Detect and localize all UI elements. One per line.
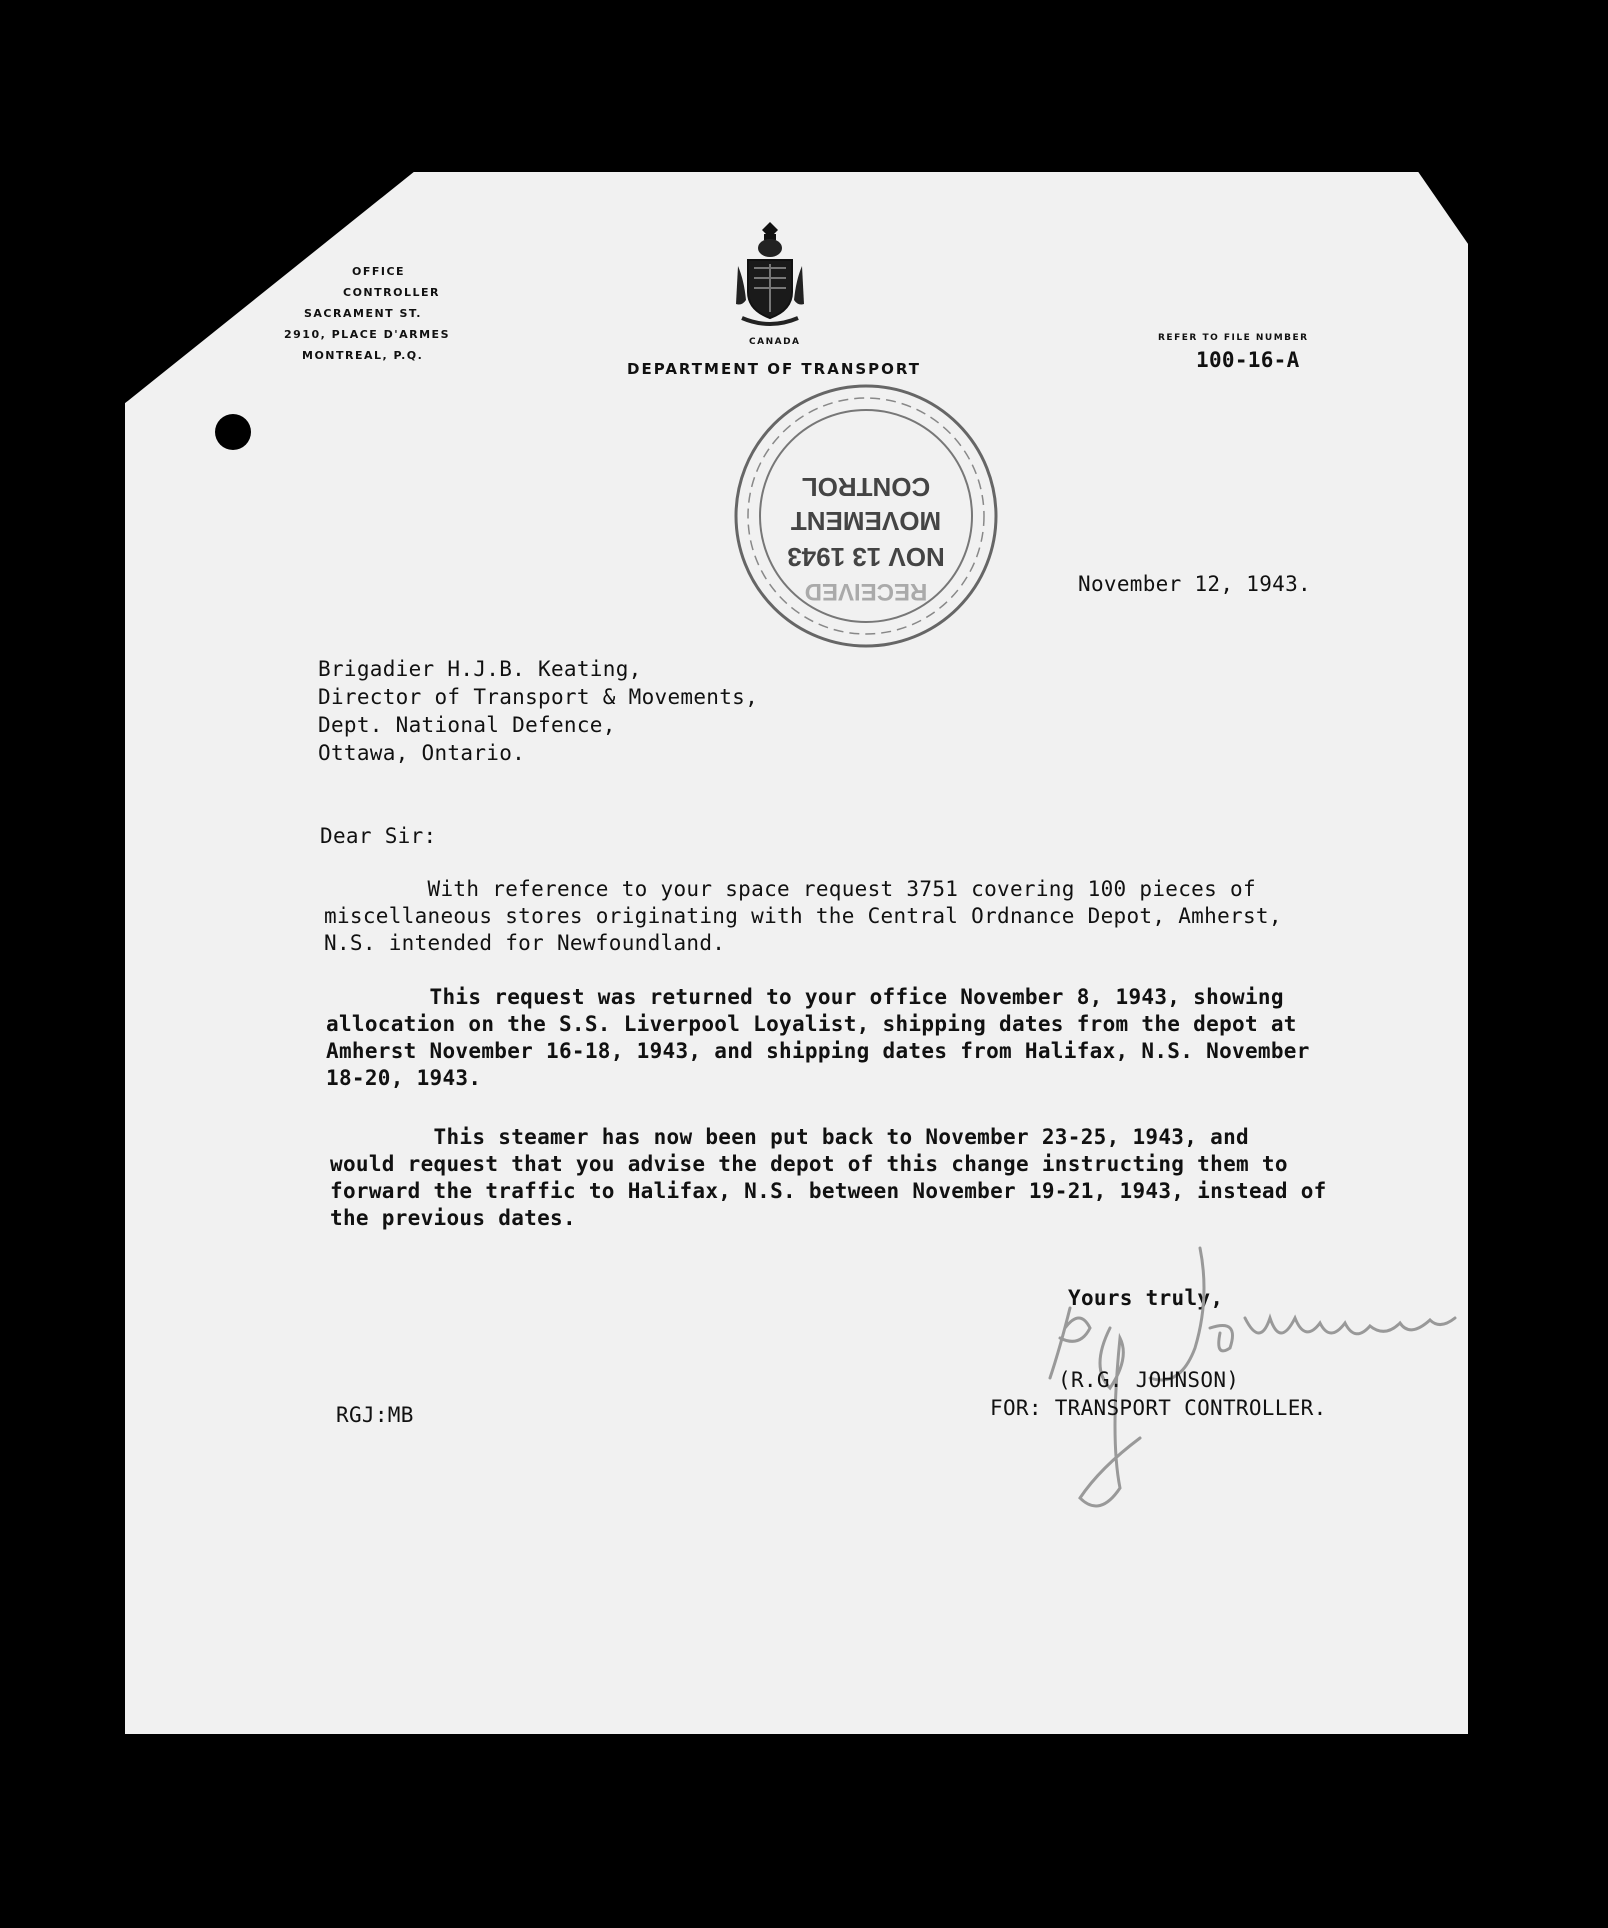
- paragraph-line: 18-20, 1943.: [326, 1066, 482, 1090]
- country-label: CANADA: [749, 337, 801, 347]
- recipient-line: Director of Transport & Movements,: [318, 685, 759, 709]
- stamp-movement-text: MOVEMENT: [790, 506, 942, 536]
- signatory-title: FOR: TRANSPORT CONTROLLER.: [990, 1396, 1327, 1420]
- paragraph-line: N.S. intended for Newfoundland.: [324, 931, 726, 955]
- recipient-line: Ottawa, Ontario.: [318, 741, 526, 765]
- paragraph-line: allocation on the S.S. Liverpool Loyalist, shipping dates from the depot at: [326, 1012, 1297, 1036]
- paragraph-line: This steamer has now been put back to November 23-25, 1943, and: [330, 1125, 1249, 1149]
- office-address-line: OFFICE: [352, 265, 406, 278]
- office-address-line: SACRAMENT ST.: [304, 307, 422, 320]
- received-stamp: [730, 380, 1002, 652]
- office-address-line: 2910, PLACE D'ARMES: [284, 328, 450, 341]
- paragraph-line: would request that you advise the depot of this change instructing them to: [330, 1152, 1288, 1176]
- stamp-received-text: RECEIVED: [804, 578, 928, 605]
- recipient-line: Brigadier H.J.B. Keating,: [318, 657, 642, 681]
- recipient-line: Dept. National Defence,: [318, 713, 616, 737]
- office-address-line: MONTREAL, P.Q.: [302, 349, 424, 362]
- paragraph-line: With reference to your space request 3751 covering 100 pieces of: [324, 877, 1256, 901]
- closing: Yours truly,: [1068, 1286, 1224, 1310]
- file-number: 100-16-A: [1196, 348, 1300, 372]
- file-number-label: REFER TO FILE NUMBER: [1158, 333, 1309, 343]
- office-address-line: CONTROLLER: [343, 286, 440, 299]
- coat-of-arms-icon: [734, 220, 806, 332]
- letter-date: November 12, 1943.: [1078, 572, 1311, 596]
- paragraph-line: the previous dates.: [330, 1206, 576, 1230]
- stamp-date-text: NOV 13 1943: [787, 542, 945, 572]
- stamp-control-text: CONTROL: [801, 472, 931, 502]
- paragraph-line: forward the traffic to Halifax, N.S. between November 19-21, 1943, instead of: [330, 1179, 1327, 1203]
- paragraph-line: miscellaneous stores originating with the Central Ordnance Depot, Amherst,: [324, 904, 1282, 928]
- paragraph-line: This request was returned to your office November 8, 1943, showing: [326, 985, 1284, 1009]
- salutation: Dear Sir:: [320, 824, 437, 848]
- punch-hole: [215, 414, 251, 450]
- paragraph-line: Amherst November 16-18, 1943, and shipping dates from Halifax, N.S. November: [326, 1039, 1310, 1063]
- department-title: DEPARTMENT OF TRANSPORT: [627, 360, 922, 378]
- signatory-name: (R.G. JOHNSON): [1058, 1368, 1240, 1392]
- typist-initials: RGJ:MB: [336, 1403, 414, 1427]
